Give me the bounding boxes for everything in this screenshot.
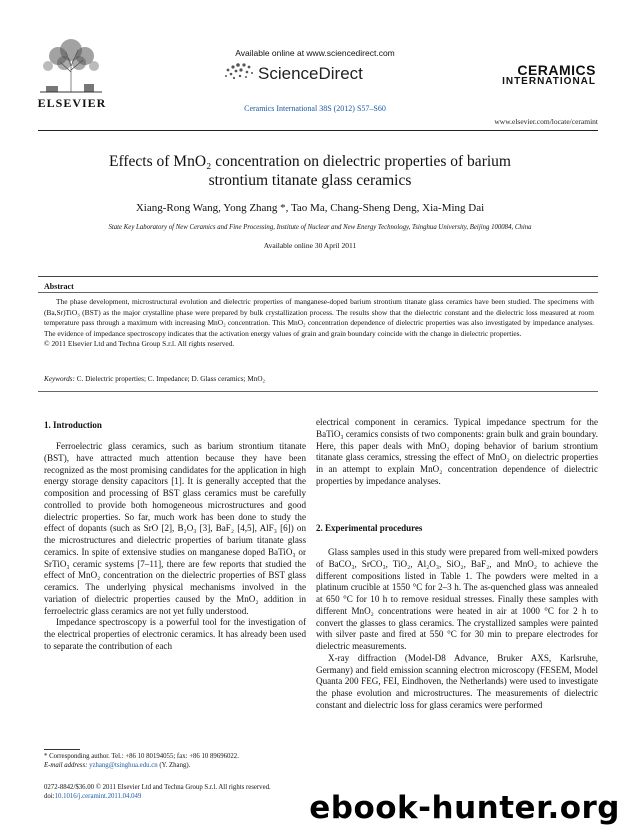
sciencedirect-dots-icon (222, 62, 256, 84)
sciencedirect-wordmark: ScienceDirect (258, 64, 363, 83)
article-title-line2: strontium titanate glass ceramics (208, 172, 412, 189)
corresponding-author-footnote (44, 752, 306, 770)
left-column (44, 441, 306, 653)
intro-paragraph-2: Impedance spectroscopy is a powerful tool for the investigation of the electrical properties of electronic ceramics. It has already been used to separate the contribution of each (44, 617, 306, 651)
issn-line: 0272-8842/$36.00 © 2011 Elsevier Ltd and Techna Group S.r.l. All rights reserved. (44, 784, 271, 791)
right-column-bottom (316, 547, 598, 712)
journal-logo-line2: INTERNATIONAL (502, 76, 596, 87)
section-2-heading: 2. Experimental procedures (316, 523, 423, 533)
journal-logo (486, 62, 596, 87)
author-list: Xiang-Rong Wang, Yong Zhang *, Tao Ma, Chang-Sheng Deng, Xia-Ming Dai (135, 202, 485, 214)
abstract-copyright: © 2011 Elsevier Ltd and Techna Group S.r.l. All rights reserved. (44, 339, 235, 349)
experimental-paragraph-1: Glass samples used in this study were prepared from well-mixed powders of BaCO₃, SrCO₃, TiO₂, Al₂O₃, SiO₂, BaF₂, and MnO₂ to achieve the different compositions listed in Table 1. The powders were melted in a platinum crucible at 1550 °C for 2–3 h. The as-quenched glass was annealed at 650 °C for 10 h to remove residual stresses. Finally these samples with different MnO₂ concentrations were heated in air at 1000 °C for 2 h to convert the glasses to glass ceramics. The crystallized samples were painted with silver paste and fired at 550 °C for 30 min to prepare electrodes for dielectric measurements. (316, 547, 598, 651)
footnote-contact: * Corresponding author. Tel.: +86 10 80194055; fax: +86 10 89696022. (44, 753, 239, 760)
email-suffix: (Y. Zhang). (159, 762, 191, 770)
section-1-heading: 1. Introduction (44, 420, 102, 430)
author-affiliation: State Key Laboratory of New Ceramics and Fine Processing, Institute of Nuclear and New Energy Technology, Tsinghua University, Beijing 100084, China (108, 224, 532, 231)
email-link[interactable]: yzhang@tsinghua.edu.cn (89, 762, 158, 770)
keywords-label: Keywords: (44, 375, 75, 383)
keywords-text: C. Dielectric properties; C. Impedance; D. Glass ceramics; MnO₂ (76, 375, 266, 383)
watermark: ebook-hunter.org (309, 790, 620, 826)
keywords (44, 375, 594, 383)
abstract-heading-divider (38, 292, 598, 293)
intro-paragraph-1: Ferroelectric glass ceramics, such as barium strontium titanate (BST), have attracted much attention because they have been recognized as the most promising candidates for the application in high energy storage density capacitors [1]. It is generally accepted that the composition and processing of BST glass ceramics must be carefully controlled to provide both homogeneous microstructures and good dielectric properties. So far, much work has been done to study the effect of dopants (such as SrO [2], B₂O₃ [3], BaF₂ [4,5], AlF₃ [6]) on the microstructures and dielectric properties of barium titanate glass ceramics. In spite of extensive studies on manganese doped BaTiO₃ or SrTiO₃ ceramic systems [7–11], there are few reports that studied the effect of MnO₂ concentration on the dielectric properties of BST glass ceramics. The underlying physical mechanisms involved in the variation of dielectric properties caused by the MnO₂ addition in ferroelectric glass ceramics are not yet fully understood. (44, 441, 306, 616)
journal-logo-line1: CERAMICS (517, 62, 596, 78)
intro-continuation: electrical component in ceramics. Typical impedance spectrum for the BaTiO₃ ceramics consists of two components: grain bulk and grain boundary. Here, this paper deals with MnO₂ doping behavior of barium strontium titanate glass ceramics, stressing the effect of MnO₂ on dielectric properties in an attempt to explain MnO₂ concentration dependence of dielectric properties by impedance analyses. (316, 417, 598, 486)
doi-label: doi: (44, 793, 55, 801)
doi-link[interactable]: 10.1016/j.ceramint.2011.04.049 (54, 793, 142, 801)
abstract-top-divider (38, 276, 598, 277)
footnote-divider (44, 749, 80, 750)
keywords-divider (38, 391, 598, 392)
abstract-body (44, 297, 594, 350)
abstract-heading: Abstract (44, 282, 74, 291)
header-divider (38, 130, 598, 131)
available-online-date: Available online 30 April 2011 (263, 241, 357, 250)
experimental-paragraph-2: X-ray diffraction (Model-D8 Advance, Bruker AXS, Karlsruhe, Germany) and field emission scanning electron microscopy (FESEM, Model Quanta 200 FEG, FEI, Eindhoven, the Netherlands) were used to investigate the phase evolution and microstructures. The measurements of dielectric constant and dielectric loss for glass ceramics were performed (316, 652, 598, 710)
abstract-text: The phase development, microstructural evolution and dielectric properties of manganese-doped barium strontium titanate glass ceramics have been studied. The specimens with (Ba,Sr)TiO₃ (BST) as the major crystalline phase were prepared by bulk crystallization process. The results show that the dielectric constant and the dielectric loss measured at room temperature pass through a maximum with increasing MnO₂ concentration. This MnO₂ concentration dependence of dielectric properties was also investigated by impedance analyses. The evidence of impedance spectroscopy indicates that the activation energy values of grain and grain boundary coincide with the change in dielectric properties. (44, 297, 594, 338)
right-column-top (316, 417, 598, 488)
article-title-line1: Effects of MnO₂ concentration on dielectric properties of barium (109, 153, 511, 170)
journal-reference[interactable]: Ceramics International 38S (2012) S57–S60 (244, 104, 386, 113)
article-title (60, 152, 560, 190)
email-label: E-mail address: (44, 762, 88, 770)
elsevier-tree-logo (38, 36, 104, 94)
journal-url[interactable]: www.elsevier.com/locate/ceramint (494, 117, 598, 126)
available-online-notice: Available online at www.sciencedirect.com (235, 48, 395, 58)
publisher-name: ELSEVIER (37, 96, 107, 110)
